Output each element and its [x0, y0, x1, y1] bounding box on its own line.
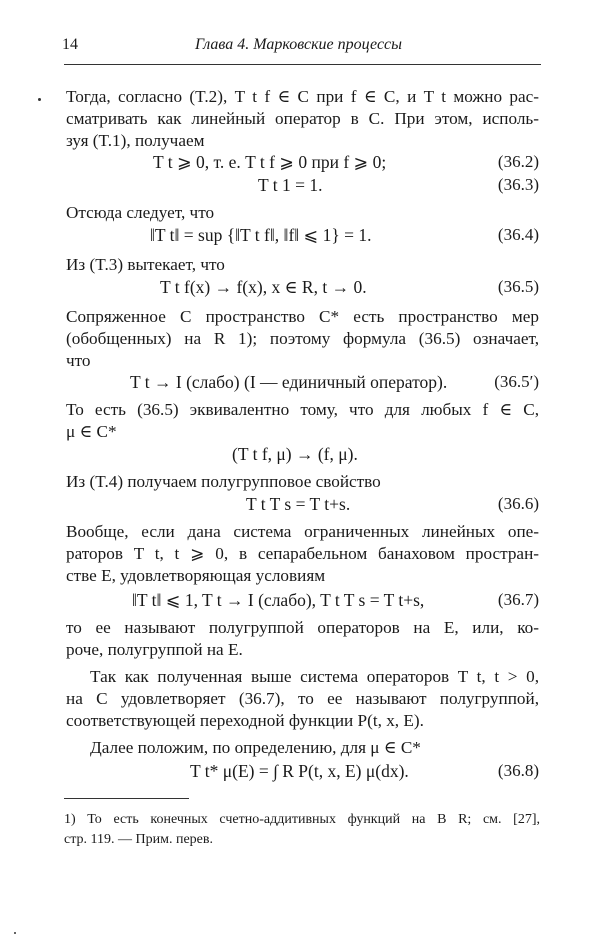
equation-pairing: (T t f, μ) → (f, μ). — [232, 444, 358, 464]
paragraph-line: зуя (T.1), получаем — [66, 131, 205, 150]
paragraph-line: Отсюда следует, что — [66, 203, 215, 222]
paragraph-line: стве E, удовлетворяющая условиям — [66, 566, 326, 585]
paragraph-line: Сопряженное C пространство C* есть пространство мер — [66, 307, 539, 326]
equation-36-5: T t f(x) → f(x), x ∈ R, t → 0. — [160, 277, 367, 297]
footnote-line: 1) То есть конечных счетно-аддитивных функций на B R; см. [27], — [64, 812, 540, 827]
equation-number: (36.2) — [497, 152, 539, 171]
paragraph-line: μ ∈ C* — [66, 422, 117, 441]
paragraph-line: сматривать как линейный оператор в C. При этом, исполь- — [66, 109, 539, 128]
equation-36-5-prime: T t → I (слабо) (I — единичный оператор). — [130, 372, 448, 392]
equation-number: (36.3) — [497, 175, 539, 194]
equation-36-2: T t ⩾ 0, т. е. T t f ⩾ 0 при f ⩾ 0; — [153, 152, 387, 172]
paragraph-line: на C удовлетворяет (36.7), то ее называют полугруппой, — [66, 689, 539, 708]
margin-mark — [38, 98, 41, 101]
equation-number: (36.6) — [497, 494, 539, 513]
scan-speck — [14, 932, 16, 934]
paragraph-line: что — [66, 351, 91, 370]
paragraph-line: роче, полугруппой на E. — [66, 640, 243, 659]
equation-number: (36.4) — [497, 225, 539, 244]
equation-36-3: T t 1 = 1. — [258, 175, 323, 195]
paragraph-line: то ее называют полугруппой операторов на E, или, ко- — [66, 618, 539, 637]
equation-36-6: T t T s = T t+s. — [246, 494, 351, 514]
paragraph-line: Из (T.4) получаем полугрупповое свойство — [66, 472, 381, 491]
footnote-rule — [64, 798, 189, 799]
page-number: 14 — [62, 36, 78, 53]
footnote-line: стр. 119. — Прим. перев. — [64, 832, 213, 847]
paragraph-line: Вообще, если дана система ограниченных линейных опе- — [66, 522, 539, 541]
paragraph-line: Далее положим, по определению, для μ ∈ C* — [90, 738, 421, 757]
equation-36-4: ‖T t‖ = sup {‖T t f‖, ‖f‖ ⩽ 1} = 1. — [150, 225, 372, 245]
paragraph-line: соответствующей переходной функции P(t, x, E). — [66, 711, 424, 730]
equation-36-8: T t* μ(E) = ∫ R P(t, x, E) μ(dx). — [190, 761, 409, 781]
equation-number: (36.8) — [497, 761, 539, 780]
paragraph-line: (обобщенных) на R 1); поэтому формула (36.5) означает, — [66, 329, 539, 348]
equation-number: (36.5′) — [494, 372, 539, 391]
equation-number: (36.5) — [497, 277, 539, 296]
paragraph-line: Так как полученная выше система операторов T t, t > 0, — [90, 667, 539, 686]
paragraph-line: Тогда, согласно (T.2), T t f ∈ C при f ∈ C, и T t можно рас- — [66, 87, 539, 106]
paragraph-line: Из (T.3) вытекает, что — [66, 255, 225, 274]
paragraph-line: То есть (36.5) эквивалентно тому, что для любых f ∈ C, — [66, 400, 539, 419]
equation-36-7: ‖T t‖ ⩽ 1, T t → I (слабо), T t T s = T t+s, — [132, 590, 425, 610]
running-header: Глава 4. Марковские процессы — [195, 36, 402, 53]
equation-number: (36.7) — [497, 590, 539, 609]
paragraph-line: раторов T t, t ⩾ 0, в сепарабельном банаховом простран- — [66, 544, 539, 563]
header-rule — [64, 64, 541, 65]
